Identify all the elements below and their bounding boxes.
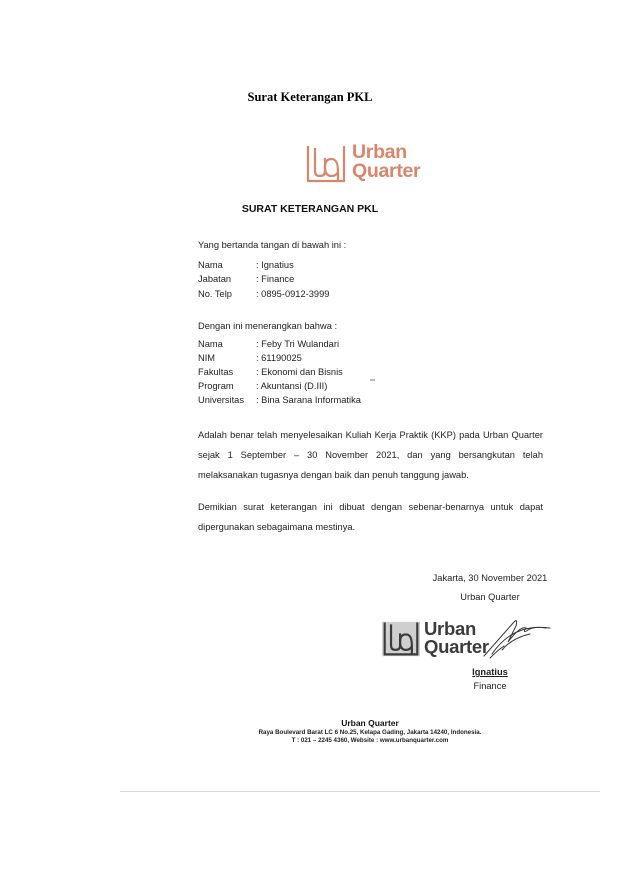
scan-speck — [370, 379, 375, 381]
signer-phone-label: No. Telp — [198, 289, 232, 299]
student-program-label: Program — [198, 381, 234, 391]
signer-name-value: : Ignatius — [256, 260, 294, 270]
page-divider — [120, 791, 600, 792]
student-university-label: Universitas — [198, 395, 244, 405]
signature-company: Urban Quarter — [460, 592, 520, 602]
document-title: SURAT KETERANGAN PKL — [241, 203, 379, 215]
student-faculty-label: Fakultas — [198, 367, 234, 377]
stamp-line-1: Urban — [424, 618, 476, 639]
student-nim-value: : 61190025 — [256, 353, 302, 363]
handwritten-signature — [442, 616, 552, 662]
student-faculty-value: : Ekonomi dan Bisnis — [256, 367, 343, 377]
footer-contact: T : 021 – 2245 4360, Website : www.urbanquarter.com — [291, 737, 449, 744]
urban-quarter-logo-icon — [305, 145, 347, 183]
student-nim-label: NIM — [198, 353, 216, 363]
signer-intro: Yang bertanda tangan di bawah ini : — [198, 240, 347, 250]
student-intro: Dengan ini menerangkan bahwa : — [198, 321, 338, 331]
signer-position: Finance — [473, 681, 507, 691]
student-program-value: : Akuntansi (D.III) — [256, 381, 328, 391]
logo-wordmark — [352, 143, 420, 181]
signer-position-value: : Finance — [256, 274, 295, 284]
place-date: Jakarta, 30 November 2021 — [432, 573, 548, 583]
logo-line-2: Quarter — [352, 160, 421, 182]
footer-address: Raya Boulevard Barat LC 6 No.25, Kelapa Gading, Jakarta 14240, Indonesia. — [258, 729, 482, 736]
stamp-logo-icon — [382, 621, 420, 657]
signer-phone-value: : 0895-0912-3999 — [256, 289, 330, 299]
signer-name-label: Nama — [198, 260, 223, 270]
logo-line-1: Urban — [352, 141, 407, 163]
student-university-value: : Bina Sarana Informatika — [256, 395, 361, 405]
student-name-value: : Feby Tri Wulandari — [256, 339, 340, 349]
student-name-label: Nama — [198, 339, 223, 349]
company-logo — [305, 143, 435, 187]
closing-paragraph: Demikian surat keterangan ini dibuat dengan sebenar-benarnya untuk dapat dipergunakan sebagaimana mestinya. — [198, 502, 543, 532]
page-heading: Surat Keterangan PKL — [247, 90, 373, 104]
footer-company: Urban Quarter — [341, 718, 399, 728]
company-stamp — [382, 616, 552, 662]
signer-name: Ignatius — [472, 667, 508, 677]
stamp-line-2: Quarter — [424, 636, 489, 657]
signer-position-label: Jabatan — [198, 274, 232, 284]
statement-paragraph: Adalah benar telah menyelesaikan Kuliah Kerja Praktik (KKP) pada Urban Quarter sejak 1 September – 30 November 2021, dan yang bersangkutan telah melaksanakan tugasnya dengan baik dan penuh tanggung jawab. — [198, 430, 543, 480]
